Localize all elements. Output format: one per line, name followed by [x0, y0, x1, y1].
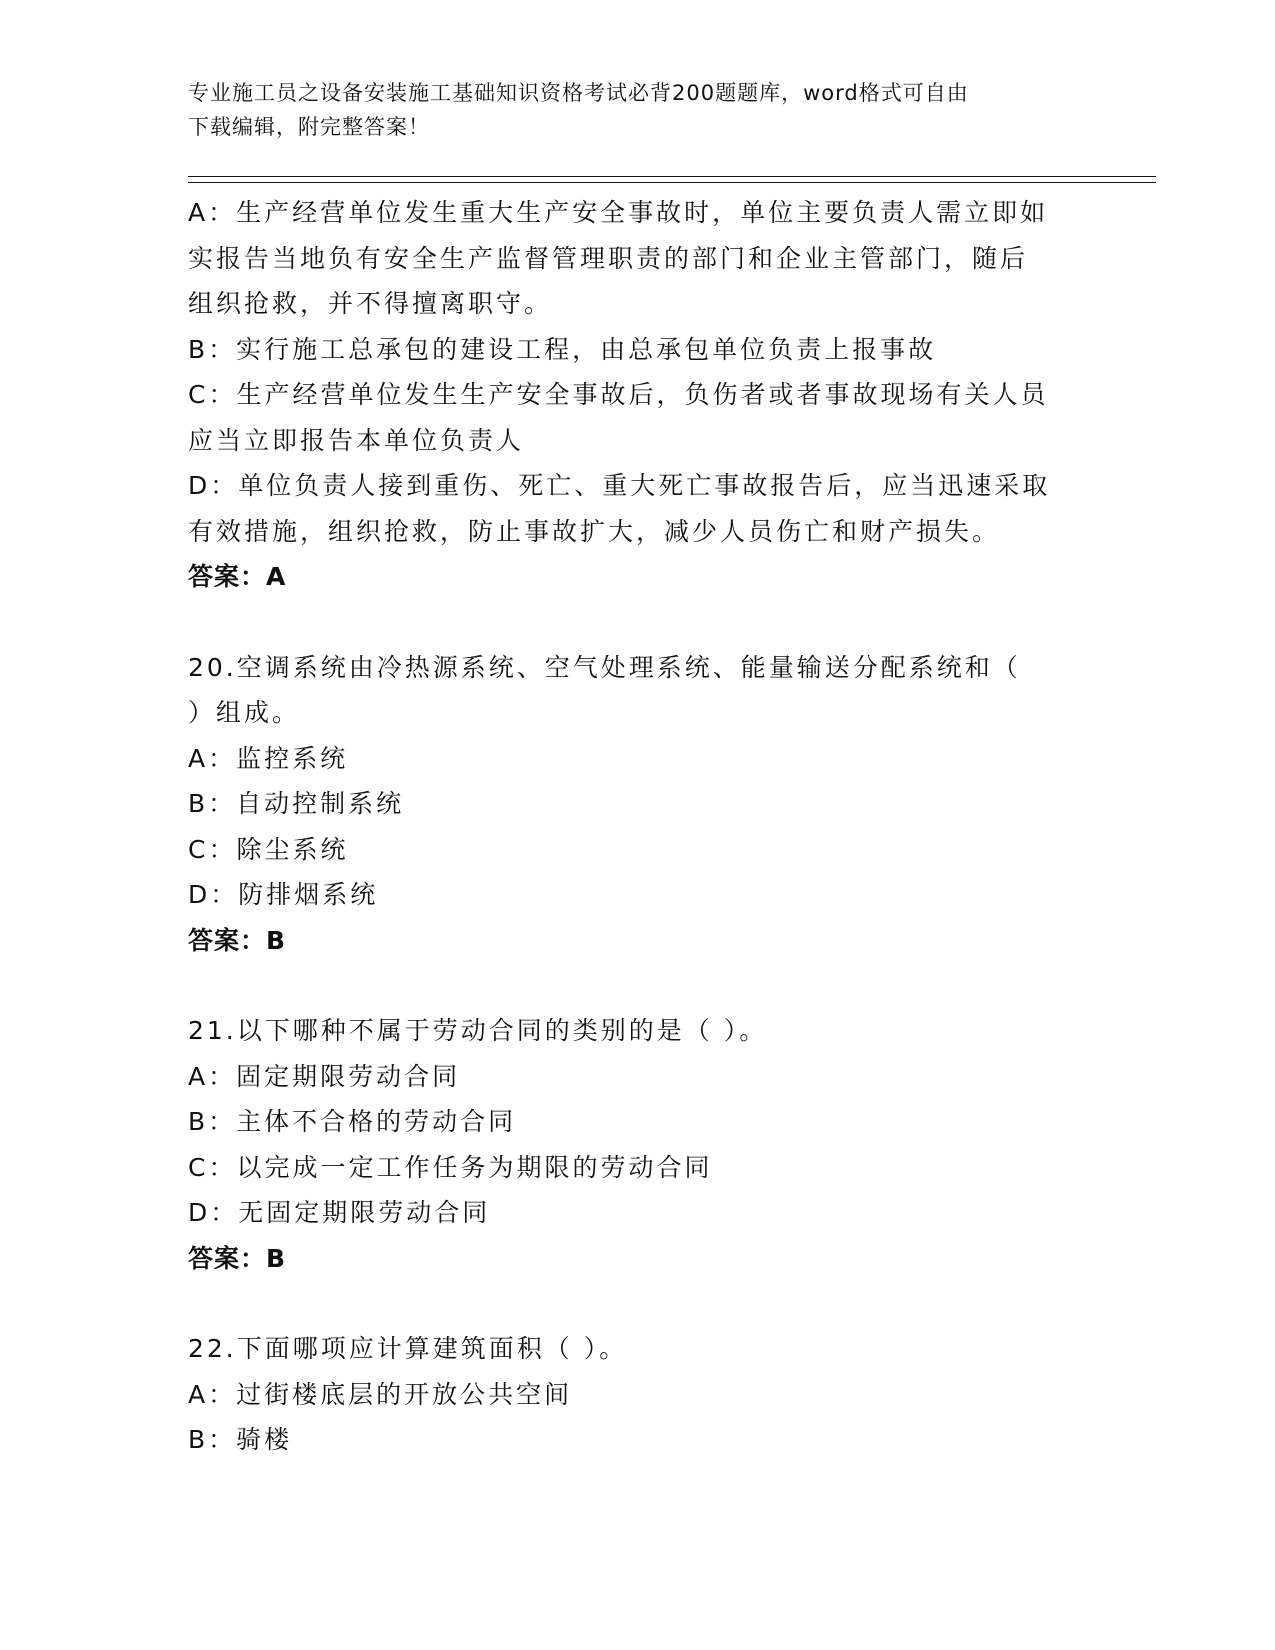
option-c-line-1: C：生产经营单位发生生产安全事故后，负伤者或者事故现场有关人员 — [188, 380, 1049, 409]
option-a-line-2: 实报告当地负有安全生产监督管理职责的部门和企业主管部门，随后 — [188, 243, 1029, 273]
answer-20: 答案：B — [188, 925, 287, 955]
option-a-line-1: A：生产经营单位发生重大生产安全事故时，单位主要负责人需立即如 — [188, 198, 1049, 227]
option-b: B：主体不合格的劳动合同 — [188, 1107, 517, 1136]
option-a-line-3: 组织抢救，并不得擅离职守。 — [188, 289, 553, 318]
option-a: A：过街楼底层的开放公共空间 — [188, 1379, 573, 1409]
option-c: C：除尘系统 — [188, 834, 349, 864]
option-b: B：自动控制系统 — [188, 789, 405, 818]
header-rule-bottom — [188, 182, 1156, 183]
question-content — [188, 190, 1088, 1463]
document-header — [188, 76, 1068, 144]
option-a: A：固定期限劳动合同 — [188, 1061, 461, 1091]
option-c: C：以完成一定工作任务为期限的劳动合同 — [188, 1152, 713, 1182]
question-20-text-line-1: 20.空调系统由冷热源系统、空气处理系统、能量输送分配系统和（ — [188, 652, 1021, 682]
option-d-line-2: 有效措施，组织抢救，防止事故扩大，减少人员伤亡和财产损失。 — [188, 516, 1001, 546]
question-21-text: 21.以下哪种不属于劳动合同的类别的是（ ）。 — [188, 1016, 768, 1045]
spacer — [188, 600, 1088, 645]
option-c-line-2: 应当立即报告本单位负责人 — [188, 425, 525, 455]
header-rule-top — [188, 176, 1156, 177]
answer-19: 答案：A — [188, 562, 287, 591]
header-line-1: 专业施工员之设备安装施工基础知识资格考试必背200题题库，word格式可自由 — [188, 81, 969, 105]
header-line-2: 下载编辑，附完整答案！ — [188, 115, 430, 139]
question-22-text: 22.下面哪项应计算建筑面积（ ）。 — [188, 1334, 628, 1363]
option-d: D：无固定期限劳动合同 — [188, 1198, 491, 1227]
question-19-options — [188, 190, 1088, 600]
option-d: D：防排烟系统 — [188, 880, 379, 909]
spacer — [188, 1281, 1088, 1326]
option-a: A：监控系统 — [188, 743, 349, 773]
question-20 — [188, 645, 1088, 964]
question-20-text-line-2: ）组成。 — [188, 698, 301, 727]
option-d-line-1: D：单位负责人接到重伤、死亡、重大死亡事故报告后，应当迅速采取 — [188, 471, 1051, 500]
question-21 — [188, 1008, 1088, 1281]
question-22 — [188, 1326, 1088, 1463]
answer-21: 答案：B — [188, 1243, 287, 1273]
spacer — [188, 963, 1088, 1008]
option-b: B：实行施工总承包的建设工程，由总承包单位负责上报事故 — [188, 334, 937, 364]
option-b: B：骑楼 — [188, 1425, 293, 1454]
